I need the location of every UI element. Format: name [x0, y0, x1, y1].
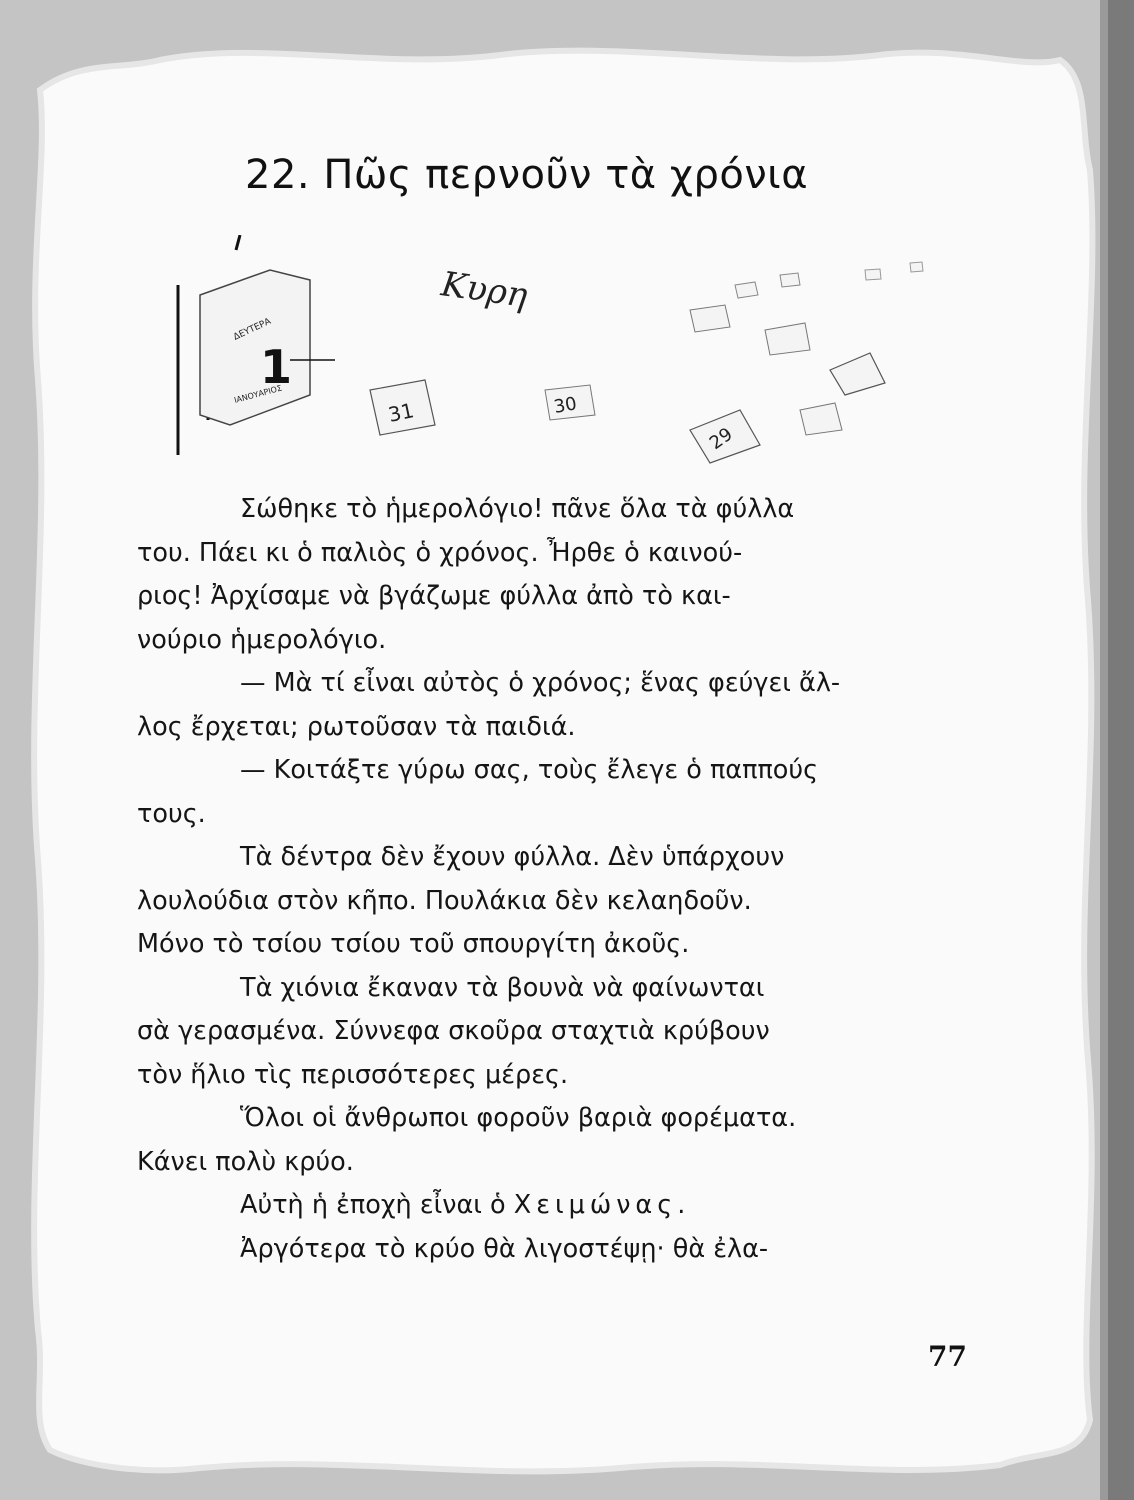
text-line [137, 1184, 957, 1228]
text-line: — Μὰ τί εἶναι αὐτὸς ὁ χρόνος; ἕνας φεύγει ἄλ- [240, 668, 841, 698]
text-line: λουλούδια στὸν κῆπο. Πουλάκια δὲν κελαηδοῦν. [137, 885, 752, 916]
chapter-title: 22. Πῶς περνοῦν τὰ χρόνια [245, 152, 809, 198]
falling-leaf-31 [370, 380, 435, 435]
text-line: — Κοιτάξτε γύρω σας, τοὺς ἔλεγε ὁ παππούς [240, 755, 819, 785]
emphasized-word: Χειμώνας. [513, 1190, 691, 1220]
text-line: Κάνει πολὺ κρύο. [137, 1146, 354, 1177]
wall-calendar [178, 235, 335, 455]
calendar-illustration [170, 235, 970, 465]
leaf-29-label: 29 [705, 423, 737, 455]
text-line: Ὅλοι οἱ ἄνθρωποι φοροῦν βαριὰ φορέματα. [240, 1103, 797, 1133]
calendar-day-number: 1 [260, 340, 293, 394]
body-text [137, 488, 957, 1271]
text-fragment: Αὐτὴ ἡ ἐποχὴ εἶναι ὁ [240, 1190, 506, 1220]
falling-leaf-29 [690, 410, 760, 463]
text-line: Ἀργότερα τὸ κρύο θὰ λιγοστέψῃ· θὰ ἐλα- [240, 1233, 769, 1264]
leaf-30-label: 30 [552, 393, 579, 418]
page-number: 77 [928, 1340, 967, 1373]
text-line: σὰ γερασμένα. Σύννεφα σκοῦρα σταχτιὰ κρύβουν [137, 1016, 770, 1046]
text-line: Σώθηκε τὸ ἡμερολόγιο! πᾶνε ὅλα τὰ φύλλα [240, 494, 795, 524]
text-line: Τὰ δέντρα δὲν ἔχουν φύλλα. Δὲν ὑπάρχουν [240, 842, 785, 872]
text-line: τὸν ἥλιο τὶς περισσότερες μέρες. [137, 1059, 569, 1090]
text-line: του. Πάει κι ὁ παλιὸς ὁ χρόνος. Ἦρθε ὁ καινού- [137, 537, 743, 568]
calendar-day-name: ΔΕΥΤΕΡΑ [232, 316, 273, 343]
calendar-month: ΙΑΝΟΥΑΡΙΟΣ [233, 383, 283, 405]
text-line: ριος! Ἀρχίσαμε νὰ βγάζωμε φύλλα ἀπὸ τὸ και- [137, 581, 731, 611]
leaf-31-label: 31 [386, 398, 416, 427]
small-leaves [690, 262, 923, 435]
text-line: νούριο ἡμερολόγιο. [137, 624, 387, 655]
text-line: Τὰ χιόνια ἔκαναν τὰ βουνὰ νὰ φαίνωνται [240, 972, 765, 1003]
text-line: Μόνο τὸ τσίου τσίου τοῦ σπουργίτη ἀκοῦς. [137, 929, 690, 959]
handwritten-note: Κυρη [438, 264, 530, 316]
text-line: λος ἔρχεται; ρωτοῦσαν τὰ παιδιά. [137, 711, 576, 742]
text-line: τους. [137, 798, 206, 829]
falling-leaf-30 [545, 385, 595, 420]
